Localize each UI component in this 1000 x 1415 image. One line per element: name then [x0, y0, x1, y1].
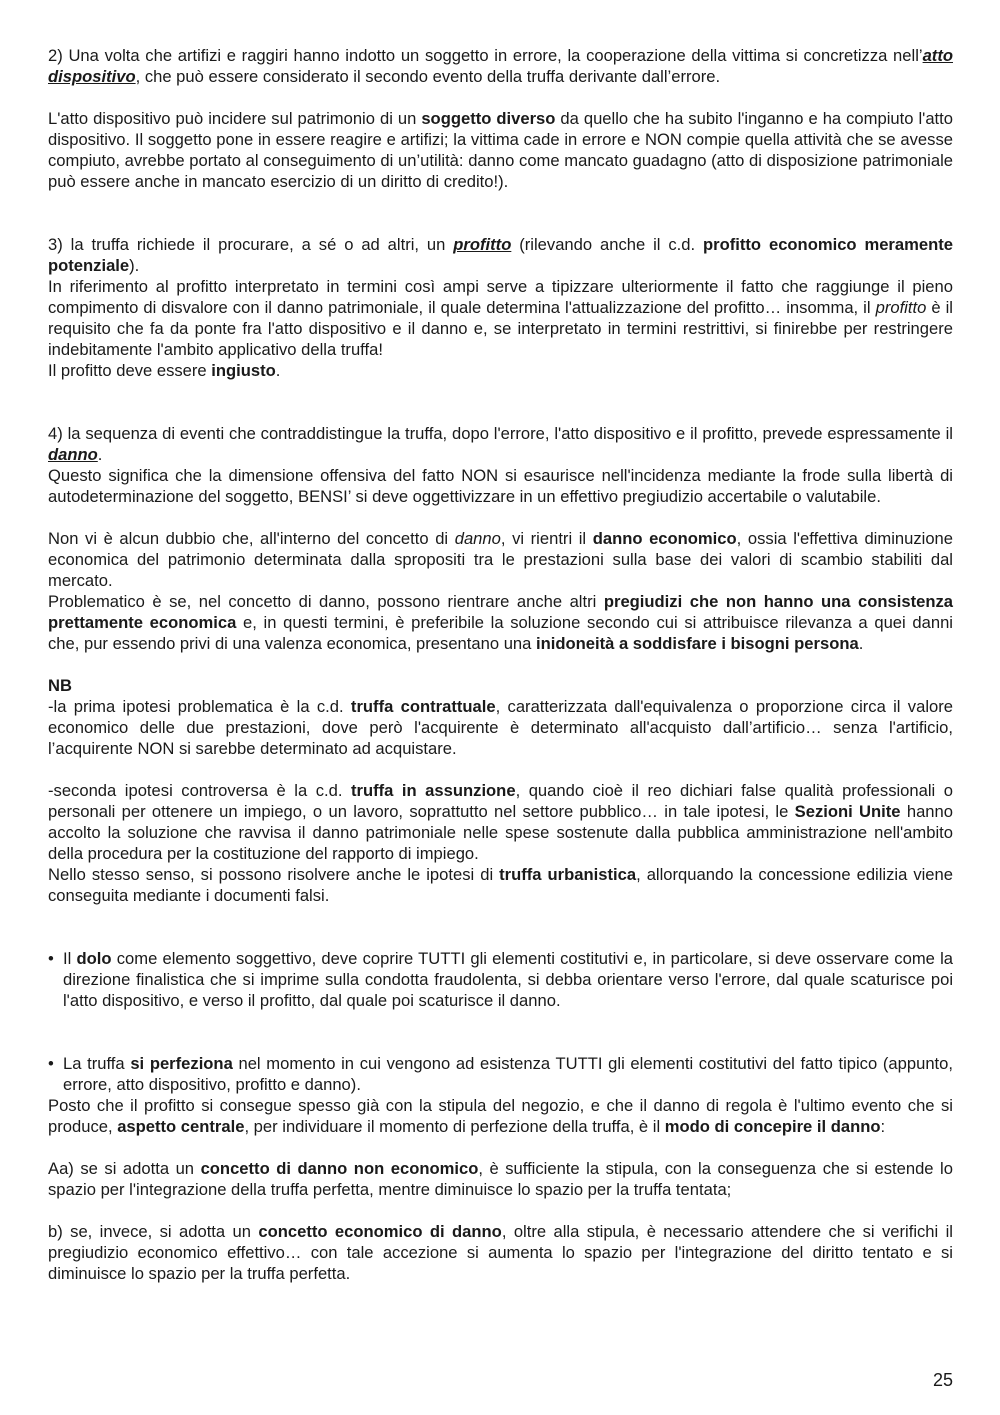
bold-term: Sezioni Unite [794, 802, 901, 821]
document-body [48, 45, 953, 1284]
paragraph-dimensione-offensiva: Questo significa che la dimensione offensiva del fatto NON si esaurisce nell'incidenza mediante la frode sulla libertà di autodeterminazione del soggetto, BENSI’ si deve oggettivizzare in un effettivo pregiudizio accertabile o valutabile. [48, 466, 953, 506]
text: ). [129, 256, 140, 275]
text: , per individuare il momento di perfezione della truffa, è il [244, 1117, 665, 1136]
italic-term: danno [454, 529, 501, 548]
text: : [880, 1117, 886, 1136]
bold-term: modo di concepire il danno [664, 1117, 881, 1136]
text: , oltre alla stipula, è necessario attendere che si verifichi il pregiudizio economico effettivo… con tale accezione si aumenta lo spazio per l'integrazione del diritto tentato e si diminuisce lo spazio per la truffa perfetta. [48, 1222, 953, 1283]
bullet-icon: • [48, 949, 54, 968]
emphasis-term: atto dispositivo [48, 46, 953, 86]
text: In riferimento al profitto interpretato in termini così ampi serve a tipizzare ulteriormente il fatto che raggiunge il pieno compimento di disvalore con il danno patrimoniale, il quale determina l'attualizzazione del profitto… insomma, il [48, 277, 953, 317]
text: 4) la sequenza di eventi che contraddistingue la truffa, dopo l'errore, l'atto dispositivo e il profitto, prevede espressamente il [48, 424, 953, 443]
paragraph-truffa-contrattuale [48, 696, 953, 759]
paragraph-pregiudizi [48, 591, 953, 654]
emphasis-term: danno [48, 445, 98, 464]
nb-heading [48, 675, 953, 696]
text: 3) la truffa richiede il procurare, a sé o ad altri, un [48, 235, 454, 254]
text: , è sufficiente la stipula, con la conseguenza che si estende lo spazio per l'integrazione della truffa perfetta, mentre diminuisce lo spazio per la truffa tentata; [48, 1159, 953, 1199]
text: -la prima ipotesi problematica è la c.d. [48, 697, 351, 716]
text: Nello stesso senso, si possono risolvere anche le ipotesi di [48, 865, 500, 884]
bold-term: NB [48, 676, 72, 695]
text: Il profitto deve essere [48, 361, 212, 380]
bold-term: aspetto centrale [117, 1117, 245, 1136]
text: -seconda ipotesi controversa è la c.d. [48, 781, 351, 800]
text: , ossia l'effettiva diminuzione economica del patrimonio determinata dalla spropositi tra le prestazioni sulla base dei valori di scambio stabiliti dal mercato. [48, 529, 954, 590]
italic-term: profitto [875, 298, 927, 317]
paragraph-profitto-ingiusto [48, 360, 953, 381]
text: Aa) se si adotta un [48, 1159, 201, 1178]
text: . [858, 634, 864, 653]
bold-term: soggetto diverso [421, 109, 556, 128]
paragraph-danno-non-economico [48, 1158, 953, 1200]
paragraph-danno [48, 423, 953, 465]
bullet-dolo [48, 948, 953, 1011]
bold-term: truffa in assunzione [350, 781, 516, 800]
text: e, in questi termini, è preferibile la soluzione secondo cui si attribuisce rilevanza a quei danni che, pur essendo privi di una valenza economica, presentano una [48, 613, 953, 653]
bold-term: inidoneità a soddisfare i bisogni persona [535, 634, 859, 653]
paragraph-concetto-economico [48, 1221, 953, 1284]
text: (rilevando anche il c.d. [511, 235, 704, 254]
bold-term: truffa urbanistica [499, 865, 637, 884]
text: Il [63, 949, 77, 968]
text: nel momento in cui vengono ad esistenza TUTTI gli elementi costitutivi del fatto tipico (appunto, errore, atto dispositivo, profitto e danno). [63, 1054, 953, 1094]
text: La truffa [63, 1054, 131, 1073]
bold-term: si perfeziona [130, 1054, 233, 1073]
paragraph-truffa-assunzione [48, 780, 953, 864]
text: Non vi è alcun dubbio che, all'interno del concetto di [48, 529, 455, 548]
text: da quello che ha subito l'inganno e ha compiuto l'atto dispositivo. Il soggetto pone in essere reagire e artifizi; la vittima cade in errore e NON compie quella attività che se avesse compiuto, avrebbe portato al conseguimento di un’utilità: danno come mancato guadagno (atto di disposizione patrimoniale può essere anche in mancato esercizio di un diritto di credito!). [48, 109, 953, 191]
text: . [275, 361, 281, 380]
text: 2) Una volta che artifizi e raggiri hanno indotto un soggetto in errore, la cooperazione della vittima si concretizza nell’ [48, 46, 923, 65]
text: . [97, 445, 103, 464]
paragraph-danno-economico [48, 528, 953, 591]
bold-term: truffa contrattuale [350, 697, 496, 716]
paragraph-profitto-interpretazione [48, 276, 953, 360]
text: Problematico è se, nel concetto di danno, possono rientrare anche altri [48, 592, 604, 611]
page-number: 25 [932, 1370, 953, 1390]
emphasis-term: profitto [453, 235, 512, 254]
text: , vi rientri il [500, 529, 593, 548]
text: come elemento soggettivo, deve coprire TUTTI gli elementi costitutivi e, in particolare, si deve osservare come la direzione finalistica che si imprime sulla condotta fraudolenta, si debba orientare verso l'errore, dal quale scaturisce poi l'atto dispositivo, e verso il profitto, dal quale poi scaturisce il danno. [63, 949, 953, 1010]
bold-term: ingiusto [211, 361, 276, 380]
paragraph-aspetto-centrale [48, 1095, 953, 1137]
text: , quando cioè il reo dichiari false qualità professionali o personali per ottenere un impiego, o un lavoro, soprattutto nel settore pubblico… in tale ipotesi, le [48, 781, 953, 821]
paragraph-soggetto-diverso [48, 108, 953, 192]
paragraph-truffa-urbanistica [48, 864, 953, 906]
bullet-icon: • [48, 1054, 54, 1073]
text: , caratterizzata dall'equivalenza o proporzione circa il valore economico delle due prestazioni, dove però l'acquirente è determinato all'acquisto dall’artificio… senza l'artificio, l’acquirente NON si sarebbe determinato ad acquistare. [48, 697, 953, 758]
bold-term: pregiudizi che non hanno una consistenza prettamente economica [48, 592, 954, 632]
text: Posto che il profitto si consegue spesso già con la stipula del negozio, e che il danno di regola è l'ultimo evento che si produce, [48, 1096, 953, 1136]
bold-term: concetto economico di danno [258, 1222, 502, 1241]
text: hanno accolto la soluzione che ravvisa il danno patrimoniale nelle spese sostenute dalla pubblica amministrazione nell'ambito della procedura per la costituzione del rapporto di impiego. [48, 802, 953, 863]
text: è il requisito che fa da ponte fra l'atto dispositivo e il danno e, se interpretato in termini restrittivi, si finirebbe per restringere indebitamente l'ambito applicativo della truffa! [48, 298, 953, 359]
paragraph-profitto [48, 234, 953, 276]
paragraph-atto-dispositivo [48, 45, 953, 87]
text: , che può essere considerato il secondo evento della truffa derivante dall’errore. [135, 67, 721, 86]
bullet-perfezione [48, 1053, 953, 1095]
bold-term: dolo [76, 949, 112, 968]
bold-term: concetto di danno non economico [200, 1159, 479, 1178]
text: , allorquando la concessione edilizia viene conseguita mediante i documenti falsi. [48, 865, 953, 905]
bold-term: danno economico [592, 529, 737, 548]
bold-term: profitto economico meramente potenziale [48, 235, 953, 275]
text: b) se, invece, si adotta un [48, 1222, 259, 1241]
text: L'atto dispositivo può incidere sul patrimonio di un [48, 109, 422, 128]
